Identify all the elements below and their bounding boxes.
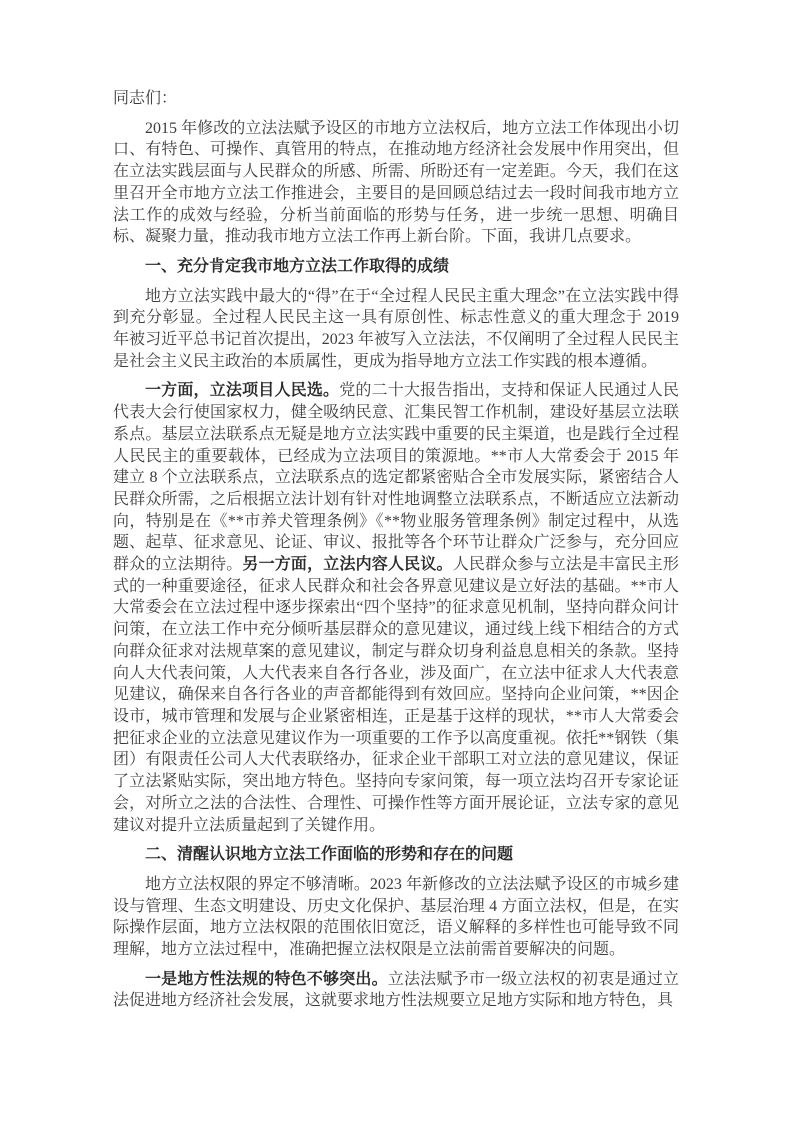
text-run: 2015 年修改的立法法赋予设区的市地方立法权后，地方立法工作体现出小切口、有特色、可操作、真管用的特点，在推动地方经济社会发展中作用突出，但在立法实践层面与人民群众的所感、所需、所盼还有一定差距。今天，我们在这里召开全市地方立法工作推进会，主要目的是回顾总结过去一段时间我市地方立法工作的成效与经验，分析当前面临的形势与任务，进一步统一思想、明确目标、凝聚力量，推动我市地方立法工作再上新台阶。下面，我讲几点要求。	[113, 119, 679, 246]
section-2-heading: 二、清醒认识地方立法工作面临的形势和存在的问题	[145, 846, 514, 864]
bold-lead-issue-1: 一是地方性法规的特色不够突出。	[145, 970, 388, 988]
section-1-heading: 一、充分肯定我市地方立法工作取得的成绩	[145, 257, 450, 275]
text-run: 地方立法实践中最大的“得”在于“全过程人民民主重大理念”在立法实践中得到充分彰显。全过程人民民主这一具有原创性、标志性意义的重大理念于 2019 年被习近平总书记首次提出，2023 年被写入立法法，不仅阐明了全过程人民民主是社会主义民主政治的本质属性，更成为指导地方立法工作实践的根本遵循。	[113, 287, 679, 370]
bold-lead-aspect-2: 另一方面，立法内容人民议。	[242, 556, 453, 574]
bold-lead-aspect-1: 一方面，立法项目人民选。	[145, 382, 340, 400]
paragraph-authority-issue	[113, 874, 679, 961]
paragraph-section1-overview	[113, 286, 679, 373]
paragraph-issue-1	[113, 969, 679, 1012]
text-run: 党的二十大报告指出，支持和保证人民通过人民代表大会行使国家权力，健全吸纳民意、汇集民智工作机制，建设好基层立法联系点。基层立法联系点无疑是地方立法实践中重要的民主渠道，也是践行全过程人民民主的重要载体，已经成为立法项目的策源地。**市人大常委会于 2015 年建立 8 个立法联系点，立法联系点的选定都紧密贴合全市发展实际，紧密结合人民群众所需，之后根据立法计划有针对性地调整立法联系点，不断适应立法新动向，特别是在《**市养犬管理条例》《**物业服务管理条例》制定过程中，从选题、起草、征求意见、论证、审议、报批等各个环节让群众广泛参与，充分回应群众的立法期待。	[113, 382, 679, 574]
salutation: 同志们：	[113, 90, 178, 107]
paragraph-introduction	[113, 118, 679, 248]
text-run: 地方立法权限的界定不够清晰。2023 年新修改的立法法赋予设区的市城乡建设与管理、生态文明建设、历史文化保护、基层治理 4 方面立法权，但是，在实际操作层面，地方立法权限的范围依旧宽泛，语义解释的多样性也可能导致不同理解，地方立法过程中，准确把握立法权限是立法前需首要解决的问题。	[113, 875, 679, 959]
text-run: 人民群众参与立法是丰富民主形式的一种重要途径，征求人民群众和社会各界意见建议是立好法的基础。**市人大常委会在立法过程中逐步探索出“四个坚持”的征求意见机制，坚持向群众问计问策，在立法工作中充分倾听基层群众的意见建议，通过线上线下相结合的方式向群众征求对法规草案的意见建议，制定与群众切身利益息息相关的条款。坚持向人大代表问策，人大代表来自各行各业，涉及面广，在立法中征求人大代表意见建议，确保来自各行各业的声音都能得到有效回应。坚持向企业问策，**因企设市，城市管理和发展与企业紧密相连，正是基于这样的现状，**市人大常委会把征求企业的立法意见建议作为一项重要的工作予以高度重视。依托**钢铁（集团）有限责任公司人大代表联络办，征求企业干部职工对立法的意见建议，保证了立法紧贴实际，突出地方特色。坚持向专家问策，每一项立法均召开专家论证会，对所立之法的合法性、合理性、可操作性等方面开展论证，立法专家的意见建议对提升立法质量起到了关键作用。	[113, 556, 679, 834]
text-run: 立法法赋予市一级立法权的初衷是通过立法促进地方经济社会发展，这就要求地方性法规要立足地方实际和地方特色，具	[113, 970, 679, 1010]
paragraph-two-aspects	[113, 380, 679, 836]
